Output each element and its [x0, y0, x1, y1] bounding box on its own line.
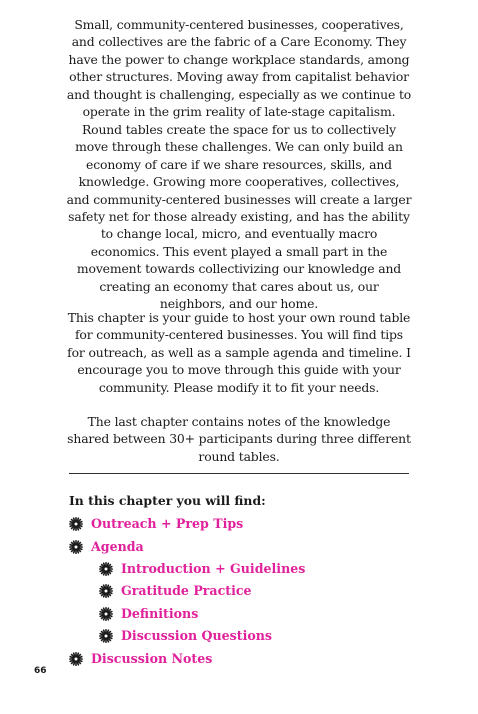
- toc-item-label: Discussion Notes: [91, 651, 213, 666]
- toc-item-label: Outreach + Prep Tips: [91, 516, 244, 531]
- guide-paragraph: This chapter is your guide to host your own round table for community-centered businesses. You will find tips for outreach, as well as a sample agenda and timeline. I encourage you to move through this guide with your community. Please modify it to fit your needs.: [67, 310, 411, 395]
- sunburst-icon: [99, 607, 113, 621]
- toc-item-discussion-questions[interactable]: [99, 627, 272, 644]
- toc-item-outreach-prep-tips[interactable]: [69, 515, 243, 532]
- toc-item-introduction-guidelines[interactable]: [99, 560, 305, 577]
- toc-item-agenda[interactable]: [69, 538, 144, 555]
- toc-item-label: Definitions: [121, 606, 199, 621]
- toc-item-discussion-notes[interactable]: [69, 650, 212, 667]
- section-divider: [69, 473, 409, 474]
- sunburst-icon: [69, 517, 83, 531]
- sunburst-icon: [99, 584, 113, 598]
- toc-item-label: Agenda: [91, 539, 144, 554]
- toc-item-gratitude-practice[interactable]: [99, 582, 252, 599]
- page-number: 66: [34, 666, 47, 676]
- toc-item-label: Gratitude Practice: [121, 583, 252, 598]
- last-chapter-paragraph: The last chapter contains notes of the knowledge shared between 30+ participants during three different round tables.: [67, 414, 411, 464]
- sunburst-icon: [69, 652, 83, 666]
- sunburst-icon: [99, 562, 113, 576]
- sunburst-icon: [69, 540, 83, 554]
- toc-item-label: Introduction + Guidelines: [121, 561, 306, 576]
- toc-item-definitions[interactable]: [99, 605, 198, 622]
- toc-item-label: Discussion Questions: [121, 628, 273, 643]
- toc-heading: In this chapter you will find:: [69, 493, 266, 508]
- intro-paragraph: Small, community-centered businesses, cooperatives, and collectives are the fabric of a Care Economy. They have the power to change workplace standards, among other structures. Moving away from capitalist behavior and thought is challenging, especially as we continue to operate in the grim reality of late-stage capitalism. Round tables create the space for us to collectively move through these challenges. We can only build an economy of care if we share resources, skills, and knowledge. Growing more cooperatives, collectives, and community-centered businesses will create a larger safety net for those already existing, and has the ability to change local, micro, and eventually macro economics. This event played a small part in the movement towards collectivizing our knowledge and creating an economy that cares about us, our neighbors, and our home.: [66, 17, 412, 312]
- sunburst-icon: [99, 629, 113, 643]
